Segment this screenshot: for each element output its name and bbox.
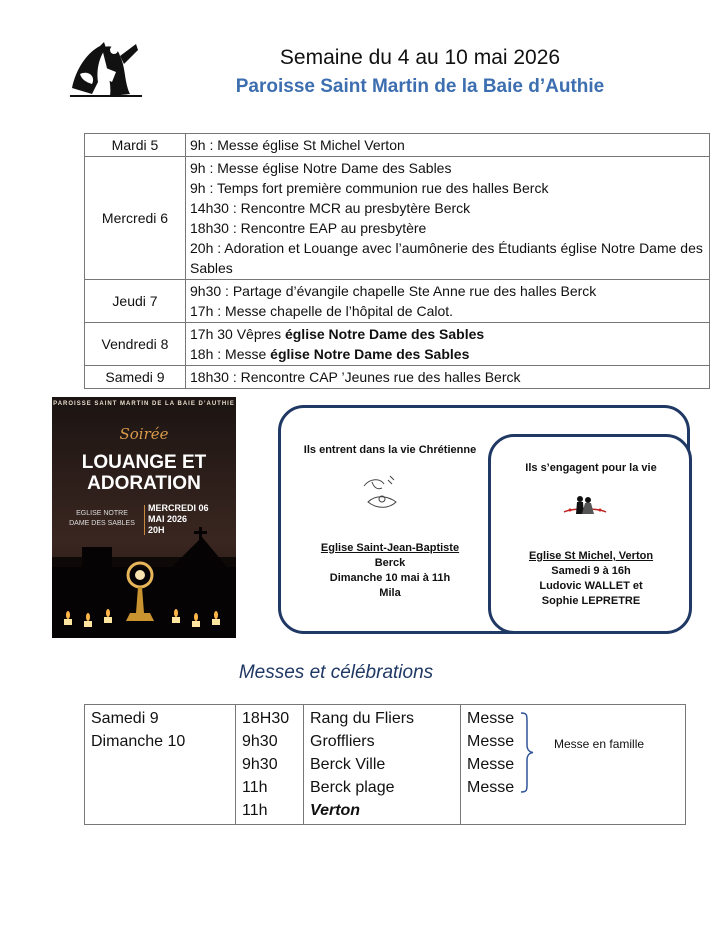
day-cell: Mardi 5 bbox=[85, 134, 186, 157]
table-row bbox=[85, 134, 710, 157]
mass-day: Dimanche 10 bbox=[91, 733, 186, 750]
table-row bbox=[85, 705, 686, 825]
mass-type: Messe bbox=[467, 756, 515, 773]
mass-days-cell bbox=[85, 705, 236, 825]
event-text: 18h : Messe bbox=[190, 346, 271, 362]
mass-place: Groffliers bbox=[310, 733, 375, 750]
mass-time: 9h30 bbox=[242, 756, 278, 773]
parish-name: Paroisse Saint Martin de la Baie d’Authie bbox=[235, 76, 605, 97]
bapteme-church: Eglise Saint-Jean-Baptiste bbox=[320, 542, 460, 554]
poster-place-line: EGLISE NOTRE bbox=[76, 510, 128, 517]
mariage-details bbox=[492, 549, 690, 609]
table-row bbox=[85, 280, 710, 323]
event-line: 17h : Messe chapelle de l’hôpital de Calot. bbox=[190, 303, 454, 319]
mass-time: 11h bbox=[242, 779, 268, 796]
table-row bbox=[85, 157, 710, 280]
mariage-church: Eglise St Michel, Verton bbox=[528, 550, 654, 562]
event-place-bold: église Notre Dame des Sables bbox=[284, 326, 485, 342]
mass-place: Berck plage bbox=[310, 779, 395, 796]
events-cell bbox=[186, 366, 710, 389]
event-line: 18h30 : Rencontre CAP ’Jeunes rue des halles Berck bbox=[190, 369, 521, 385]
weekly-schedule-table bbox=[84, 133, 710, 389]
mass-times-cell bbox=[236, 705, 304, 825]
event-place-bold: église Notre Dame des Sables bbox=[270, 346, 470, 362]
day-cell: Samedi 9 bbox=[85, 366, 186, 389]
event-line bbox=[190, 344, 705, 364]
poster-monstrance-illustration bbox=[52, 527, 236, 638]
event-line: 20h : Adoration et Louange avec l’aumônerie des Étudiants église Notre Dame des Sables bbox=[190, 240, 703, 276]
mass-day: Samedi 9 bbox=[91, 710, 159, 727]
mariage-name: Sophie LEPRETRE bbox=[541, 595, 641, 607]
poster-soiree: Soirée bbox=[119, 425, 169, 443]
mass-type: Messe bbox=[467, 710, 515, 727]
mariage-date: Samedi 9 à 16h bbox=[551, 565, 631, 577]
day-cell: Mercredi 6 bbox=[85, 157, 186, 280]
event-line bbox=[190, 324, 705, 344]
mass-types-cell bbox=[461, 705, 686, 825]
events-cell bbox=[186, 280, 710, 323]
event-line: 9h30 : Partage d’évangile chapelle Ste Anne rue des halles Berck bbox=[190, 283, 597, 299]
mass-type: Messe bbox=[467, 779, 515, 796]
masses-title: Messes et célébrations bbox=[238, 662, 434, 683]
events-cell bbox=[186, 157, 710, 280]
mass-time: 9h30 bbox=[242, 733, 278, 750]
events-cell bbox=[186, 323, 710, 366]
mariage-name: Ludovic WALLET et bbox=[539, 580, 643, 592]
poster-place-line: DAME DES SABLES bbox=[69, 520, 135, 527]
poster-place bbox=[62, 509, 142, 529]
bracket-icon bbox=[519, 711, 535, 794]
bapteme-date: Dimanche 10 mai à 11h bbox=[329, 572, 451, 584]
parish-logo bbox=[66, 38, 146, 100]
table-row bbox=[85, 366, 710, 389]
poster-header: PAROISSE SAINT MARTIN DE LA BAIE D’AUTHIE bbox=[53, 401, 235, 407]
event-line: 18h30 : Rencontre EAP au presbytère bbox=[190, 220, 427, 236]
bapteme-heading: Ils entrent dans la vie Chrétienne bbox=[303, 444, 477, 456]
mass-note: Messe en famille bbox=[554, 737, 645, 751]
day-cell: Vendredi 8 bbox=[85, 323, 186, 366]
mass-place: Verton bbox=[310, 802, 361, 819]
mass-places-cell bbox=[304, 705, 461, 825]
mariage-heading: Ils s’engagent pour la vie bbox=[525, 462, 657, 474]
event-poster bbox=[52, 397, 236, 638]
event-line: 14h30 : Rencontre MCR au presbytère Berck bbox=[190, 200, 471, 216]
bapteme-town: Berck bbox=[374, 557, 406, 569]
mass-type: Messe bbox=[467, 733, 515, 750]
page-title: Semaine du 4 au 10 mai 2026 bbox=[279, 46, 561, 69]
table-row bbox=[85, 323, 710, 366]
day-cell: Jeudi 7 bbox=[85, 280, 186, 323]
event-line: 9h : Temps fort première communion rue des halles Berck bbox=[190, 180, 549, 196]
poster-title bbox=[52, 452, 236, 494]
poster-title-line: LOUANGE ET bbox=[81, 452, 207, 473]
event-line: 9h : Messe église Notre Dame des Sables bbox=[190, 160, 452, 176]
events-cell bbox=[186, 134, 710, 157]
event-text: 17h 30 Vêpres bbox=[190, 326, 285, 342]
mass-time: 18H30 bbox=[242, 710, 290, 727]
poster-title-line: ADORATION bbox=[87, 473, 201, 494]
bapteme-name: Mila bbox=[379, 587, 401, 599]
event-line: 9h : Messe église St Michel Verton bbox=[190, 137, 405, 153]
wedding-couple-icon bbox=[562, 494, 608, 518]
mass-place: Rang du Fliers bbox=[310, 710, 415, 727]
bapteme-details bbox=[290, 541, 490, 601]
baptism-hands-icon bbox=[358, 472, 406, 514]
mass-time: 11h bbox=[242, 802, 268, 819]
masses-table bbox=[84, 704, 686, 825]
poster-time: 20H bbox=[148, 525, 165, 535]
poster-date-line: MAI 2026 bbox=[148, 514, 188, 524]
poster-date-line: MERCREDI 06 bbox=[148, 503, 209, 513]
mass-place: Berck Ville bbox=[310, 756, 386, 773]
